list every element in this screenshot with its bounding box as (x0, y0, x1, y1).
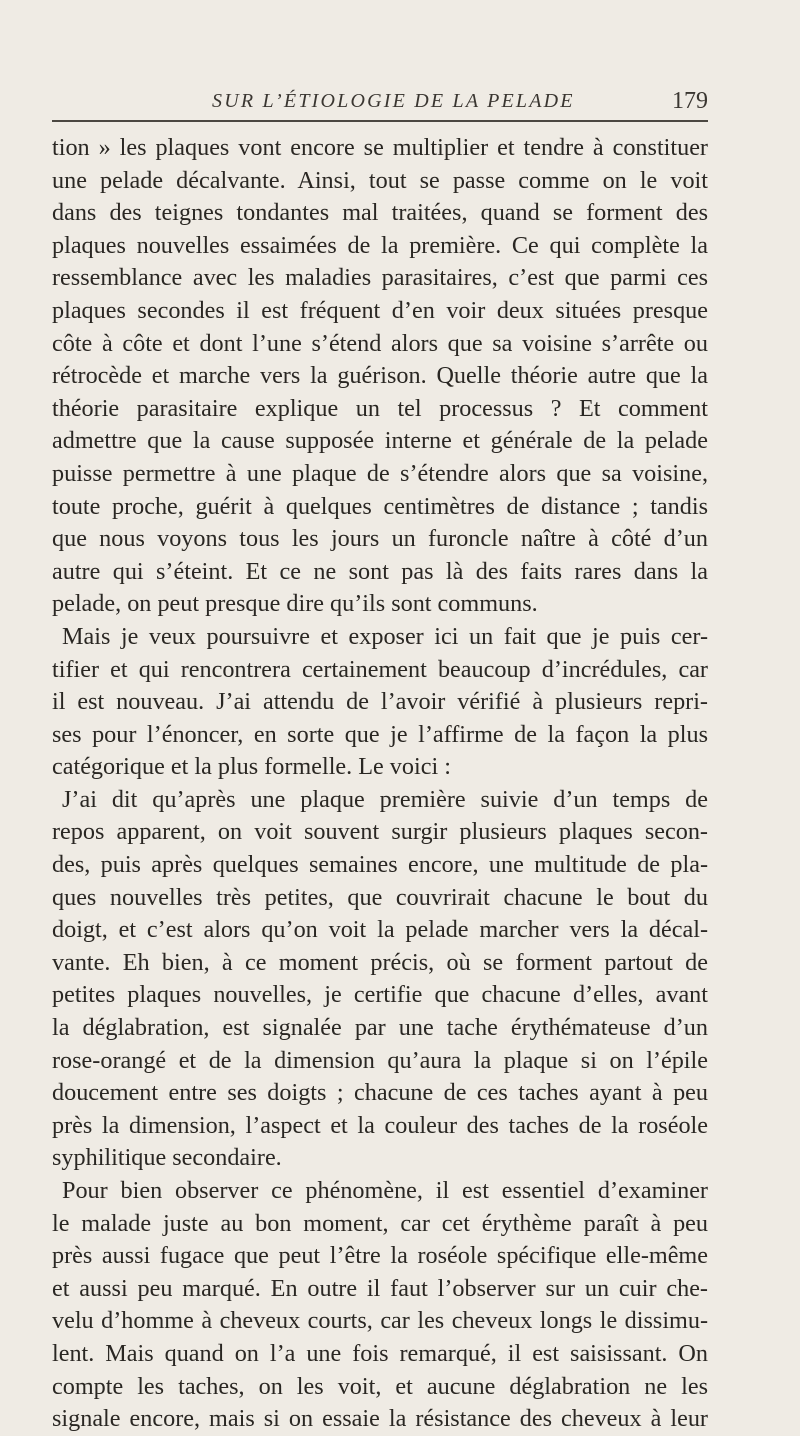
text-line: ressemblance avec les maladies parasitaires, c’est que parmi ces (52, 264, 708, 292)
text-line: velu d’homme à cheveux courts, car les cheveux longs le dissimu- (52, 1307, 708, 1335)
text-line: et aussi peu marqué. En outre il faut l’observer sur un cuir che- (52, 1274, 708, 1302)
text-line: près la dimension, l’aspect et la couleur des taches de la roséole (52, 1111, 708, 1139)
text-line: Mais je veux poursuivre et exposer ici un fait que je puis cer- (62, 622, 708, 650)
text-line: théorie parasitaire explique un tel processus ? Et comment (52, 394, 708, 422)
text-line: J’ai dit qu’après une plaque première suivie d’un temps de (62, 785, 708, 813)
text-line: des, puis après quelques semaines encore, une multitude de pla- (52, 851, 708, 879)
text-line: vante. Eh bien, à ce moment précis, où se forment partout de (52, 948, 708, 976)
text-line: il est nouveau. J’ai attendu de l’avoir vérifié à plusieurs repri- (52, 688, 708, 716)
text-line: puisse permettre à une plaque de s’étendre alors que sa voisine, (52, 459, 708, 487)
text-line: toute proche, guérit à quelques centimètres de distance ; tandis (52, 492, 708, 520)
text-line: doigt, et c’est alors qu’on voit la pelade marcher vers la décal- (52, 916, 708, 944)
page-number: 179 (672, 88, 708, 114)
header-rule (52, 120, 708, 122)
text-line: ques nouvelles très petites, que couvrirait chacune le bout du (52, 883, 708, 911)
text-line: plaques secondes il est fréquent d’en voir deux situées presque (52, 296, 708, 324)
text-line: la déglabration, est signalée par une tache érythémateuse d’un (52, 1014, 708, 1042)
text-line: compte les taches, on les voit, et aucune déglabration ne les (52, 1372, 708, 1400)
text-line: rétrocède et marche vers la guérison. Quelle théorie autre que la (52, 362, 708, 390)
text-line: lent. Mais quand on l’a une fois remarqué, il est saisissant. On (52, 1339, 708, 1367)
text-line: admettre que la cause supposée interne et générale de la pelade (52, 427, 708, 455)
text-line: ses pour l’énoncer, en sorte que je l’affirme de la façon la plus (52, 720, 708, 748)
text-line: repos apparent, on voit souvent surgir plusieurs plaques secon- (52, 818, 708, 846)
running-head (52, 86, 708, 120)
running-title: SUR L’ÉTIOLOGIE DE LA PELADE (212, 90, 575, 112)
text-line: tifier et qui rencontrera certainement beaucoup d’incrédules, car (52, 655, 708, 683)
text-line: autre qui s’éteint. Et ce ne sont pas là des faits rares dans la (52, 557, 708, 585)
body-text (52, 132, 708, 1436)
text-line: syphilitique secondaire. (52, 1144, 282, 1172)
text-line: près aussi fugace que peut l’être la roséole spécifique elle-même (52, 1242, 708, 1270)
text-line: que nous voyons tous les jours un furoncle naître à côté d’un (52, 525, 708, 553)
text-line: Pour bien observer ce phénomène, il est essentiel d’examiner (62, 1177, 708, 1204)
text-line: doucement entre ses doigts ; chacune de ces taches ayant à peu (52, 1079, 708, 1107)
text-line: rose-orangé et de la dimension qu’aura la plaque si on l’épile (52, 1046, 708, 1074)
text-line: petites plaques nouvelles, je certifie que chacune d’elles, avant (52, 981, 708, 1009)
text-line: côte à côte et dont l’une s’étend alors que sa voisine s’arrête ou (52, 329, 708, 357)
text-line: signale encore, mais si on essaie la résistance des cheveux à leur (52, 1405, 708, 1433)
text-line: catégorique et la plus formelle. Le voici : (52, 753, 451, 781)
text-line: pelade, on peut presque dire qu’ils sont communs. (52, 590, 538, 618)
text-line: tion » les plaques vont encore se multiplier et tendre à constituer (52, 134, 708, 161)
text-line: dans des teignes tondantes mal traitées, quand se forment des (52, 199, 708, 227)
text-line: le malade juste au bon moment, car cet érythème paraît à peu (52, 1209, 708, 1237)
text-line: une pelade décalvante. Ainsi, tout se passe comme on le voit (52, 166, 708, 194)
text-line: plaques nouvelles essaimées de la première. Ce qui complète la (52, 231, 708, 259)
